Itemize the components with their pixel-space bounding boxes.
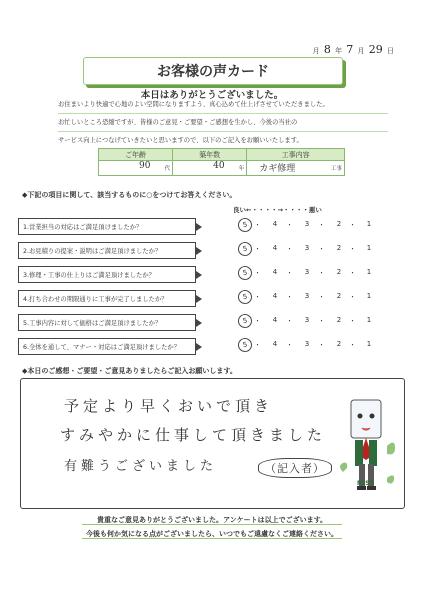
- rating-separator: ・: [286, 221, 293, 229]
- signature: （記入者）: [258, 458, 332, 478]
- rating-separator: ・: [254, 293, 261, 301]
- question-row: [18, 218, 403, 237]
- rating-option[interactable]: 2: [336, 244, 342, 252]
- rating-separator: ・: [349, 221, 356, 229]
- footer-divider: [82, 524, 342, 525]
- rating-option[interactable]: 4: [272, 316, 278, 324]
- work-unit: 工事: [330, 166, 342, 172]
- rating-option[interactable]: 5: [237, 289, 253, 305]
- question-row: [18, 290, 403, 309]
- rating-option[interactable]: 2: [336, 340, 342, 348]
- rating-option[interactable]: 2: [336, 220, 342, 228]
- date-month-unit: 年: [335, 47, 343, 55]
- rating-separator: ・: [254, 245, 261, 253]
- rating-option[interactable]: 3: [304, 316, 310, 324]
- date-month: 8: [323, 43, 331, 56]
- date-day-num: 29: [368, 43, 383, 56]
- rating-separator: ・: [286, 245, 293, 253]
- rating-option[interactable]: 4: [272, 244, 278, 252]
- rating-option[interactable]: 2: [336, 292, 342, 300]
- rating-scale-label: 良い←・・・・→・・・・悪い: [233, 206, 322, 214]
- footer-divider: [82, 538, 342, 539]
- rating-separator: ・: [318, 341, 325, 349]
- date-day-suffix: 日: [387, 47, 394, 55]
- card-title: お客様の声カード: [83, 57, 343, 85]
- rating-separator: ・: [254, 317, 261, 325]
- intro-line: お住まいより快適で心地のよい空間になりますよう、真心込めて仕上げさせていただきました。: [58, 96, 388, 114]
- rating-option[interactable]: 4: [272, 340, 278, 348]
- intro-line: お忙しいところ恐縮ですが、皆様のご意見・ご要望・ご感想を生かし、今後の当社の: [58, 114, 388, 132]
- rating-option[interactable]: 1: [366, 244, 372, 252]
- rating-option[interactable]: 4: [272, 268, 278, 276]
- rating-separator: ・: [286, 293, 293, 301]
- rating-separator: ・: [318, 269, 325, 277]
- rating-option[interactable]: 1: [366, 316, 372, 324]
- rating-separator: ・: [349, 293, 356, 301]
- rating-option[interactable]: 3: [304, 292, 310, 300]
- intro-line: サービス向上につなげていきたいと思いますので、以下のご記入をお願いいたします。: [58, 137, 303, 144]
- question-row: [18, 314, 403, 333]
- question-text: 3.修理・工事の仕上りはご満足頂けましたか？: [18, 266, 196, 283]
- questions-header: ◆下記の項目に関して、該当するものに○をつけてお答えください。: [22, 191, 237, 199]
- rating-option[interactable]: 1: [366, 292, 372, 300]
- comment-header: ◆本日のご感想・ご要望・ご意見ありましたらご記入お願いします。: [22, 367, 237, 375]
- rating-separator: ・: [349, 317, 356, 325]
- rating-option[interactable]: 5: [237, 241, 253, 257]
- rating-option[interactable]: 4: [272, 220, 278, 228]
- footer-thanks: 貴重なご意見ありがとうございました。アンケートは以上でございます。: [96, 516, 328, 524]
- comment-line: すみやかに仕事して頂きました: [60, 426, 327, 444]
- rating-option[interactable]: 1: [366, 340, 372, 348]
- date-day-unit: 月: [357, 47, 365, 55]
- comment-line: 有難うございました: [64, 459, 218, 474]
- question-text: 4.打ち合わせの期限通りに工事が完了しましたか？: [18, 290, 196, 307]
- header-work: 工事内容: [247, 149, 345, 161]
- rating-separator: ・: [349, 269, 356, 277]
- work-value: カギ修理: [259, 164, 296, 174]
- rating-separator: ・: [286, 269, 293, 277]
- question-text: 1.営業担当の対応はご満足頂けましたか？: [18, 218, 196, 235]
- rating-option[interactable]: 3: [304, 244, 310, 252]
- work-cell[interactable]: [247, 161, 345, 176]
- question-text: 5.工事内容に対して価格はご満足頂けましたか？: [18, 314, 196, 331]
- rating-separator: ・: [318, 221, 325, 229]
- thanks-heading: 本日はありがとうございました。: [140, 90, 284, 101]
- date-day: 7: [346, 43, 354, 56]
- rating-option[interactable]: 3: [304, 340, 310, 348]
- header-years: 築年数: [173, 149, 247, 161]
- customer-info-table: [98, 148, 345, 176]
- mascot-illustration: [337, 398, 397, 502]
- rating-option[interactable]: 1: [366, 220, 372, 228]
- header-age: ご年齢: [99, 149, 173, 161]
- rating-option[interactable]: 5: [237, 217, 253, 233]
- rating-option[interactable]: 3: [304, 268, 310, 276]
- rating-option[interactable]: 4: [272, 292, 278, 300]
- age-unit: 代: [164, 166, 171, 172]
- question-row: [18, 266, 403, 285]
- rating-separator: ・: [254, 221, 261, 229]
- mascot-label: MIST: [357, 480, 374, 487]
- rating-separator: ・: [254, 341, 261, 349]
- date-year-label: 月: [312, 47, 320, 55]
- rating-separator: ・: [286, 317, 293, 325]
- rating-separator: ・: [349, 341, 356, 349]
- years-cell[interactable]: [173, 161, 247, 176]
- rating-option[interactable]: 5: [237, 265, 253, 281]
- rating-separator: ・: [254, 269, 261, 277]
- years-unit: 年: [238, 166, 245, 172]
- years-value: 40: [213, 161, 225, 171]
- question-text: 6.全体を通して、マナー・対応はご満足頂けましたか？: [18, 338, 196, 355]
- rating-option[interactable]: 2: [336, 268, 342, 276]
- age-value: 90: [139, 161, 151, 171]
- date-line: [313, 43, 394, 56]
- rating-option[interactable]: 5: [237, 313, 253, 329]
- rating-separator: ・: [318, 317, 325, 325]
- rating-separator: ・: [286, 341, 293, 349]
- question-row: [18, 242, 403, 261]
- question-row: [18, 338, 403, 357]
- question-text: 2.お見積りの提案・説明はご満足頂けましたか？: [18, 242, 196, 259]
- comment-line: 予定より早くおいで頂き: [64, 397, 274, 415]
- rating-separator: ・: [349, 245, 356, 253]
- rating-separator: ・: [318, 293, 325, 301]
- rating-option[interactable]: 2: [336, 316, 342, 324]
- rating-option[interactable]: 1: [366, 268, 372, 276]
- intro-text: [58, 96, 388, 149]
- age-cell[interactable]: [99, 161, 173, 176]
- rating-option[interactable]: 5: [237, 337, 253, 353]
- rating-option[interactable]: 3: [304, 220, 310, 228]
- rating-separator: ・: [318, 245, 325, 253]
- footer-contact: 今後も何か気になる点がございましたら、いつでもご遠慮なくご連絡ください。: [86, 530, 338, 538]
